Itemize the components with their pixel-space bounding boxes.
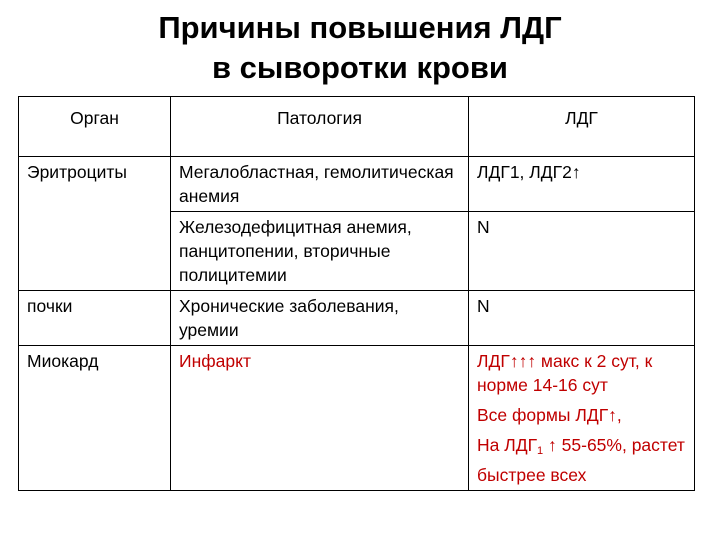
table-header-row: [19, 97, 695, 157]
pathology-cell: Хронические заболевания, уремии: [171, 291, 469, 346]
ldh-line-pre: На ЛДГ: [477, 435, 538, 455]
pathology-cell: Инфаркт: [171, 346, 469, 491]
header-ldh: ЛДГ: [469, 97, 695, 157]
table-row: [19, 291, 695, 346]
ldh-line: Все формы ЛДГ↑,: [477, 405, 622, 425]
table-row: [19, 157, 695, 212]
pathology-cell: Железодефицитная анемия, панцитопении, вторичные полицитемии: [171, 212, 469, 291]
ldh-causes-table: [18, 96, 695, 491]
ldh-cell: [469, 346, 695, 491]
organ-cell: почки: [19, 291, 171, 346]
ldh-subscript: 1: [537, 445, 544, 457]
header-organ: Орган: [19, 97, 171, 157]
organ-cell: Эритроциты: [19, 157, 171, 291]
title-line-2: в сыворотки крови: [212, 50, 508, 85]
organ-cell: Миокард: [19, 346, 171, 491]
slide-title: [0, 8, 720, 88]
ldh-line: ЛДГ↑↑↑ макс к 2 сут, к норме 14-16 сут: [477, 351, 653, 395]
ldh-cell: N: [469, 212, 695, 291]
table-row: [19, 346, 695, 491]
header-pathology: Патология: [171, 97, 469, 157]
pathology-cell: Мегалобластная, гемолитическая анемия: [171, 157, 469, 212]
ldh-line: [477, 433, 686, 487]
ldh-line-post: ↑ 55-65%, растет быстрее всех: [477, 435, 685, 485]
title-line-1: Причины повышения ЛДГ: [158, 10, 562, 45]
ldh-cell: ЛДГ1, ЛДГ2↑: [469, 157, 695, 212]
ldh-cell: N: [469, 291, 695, 346]
